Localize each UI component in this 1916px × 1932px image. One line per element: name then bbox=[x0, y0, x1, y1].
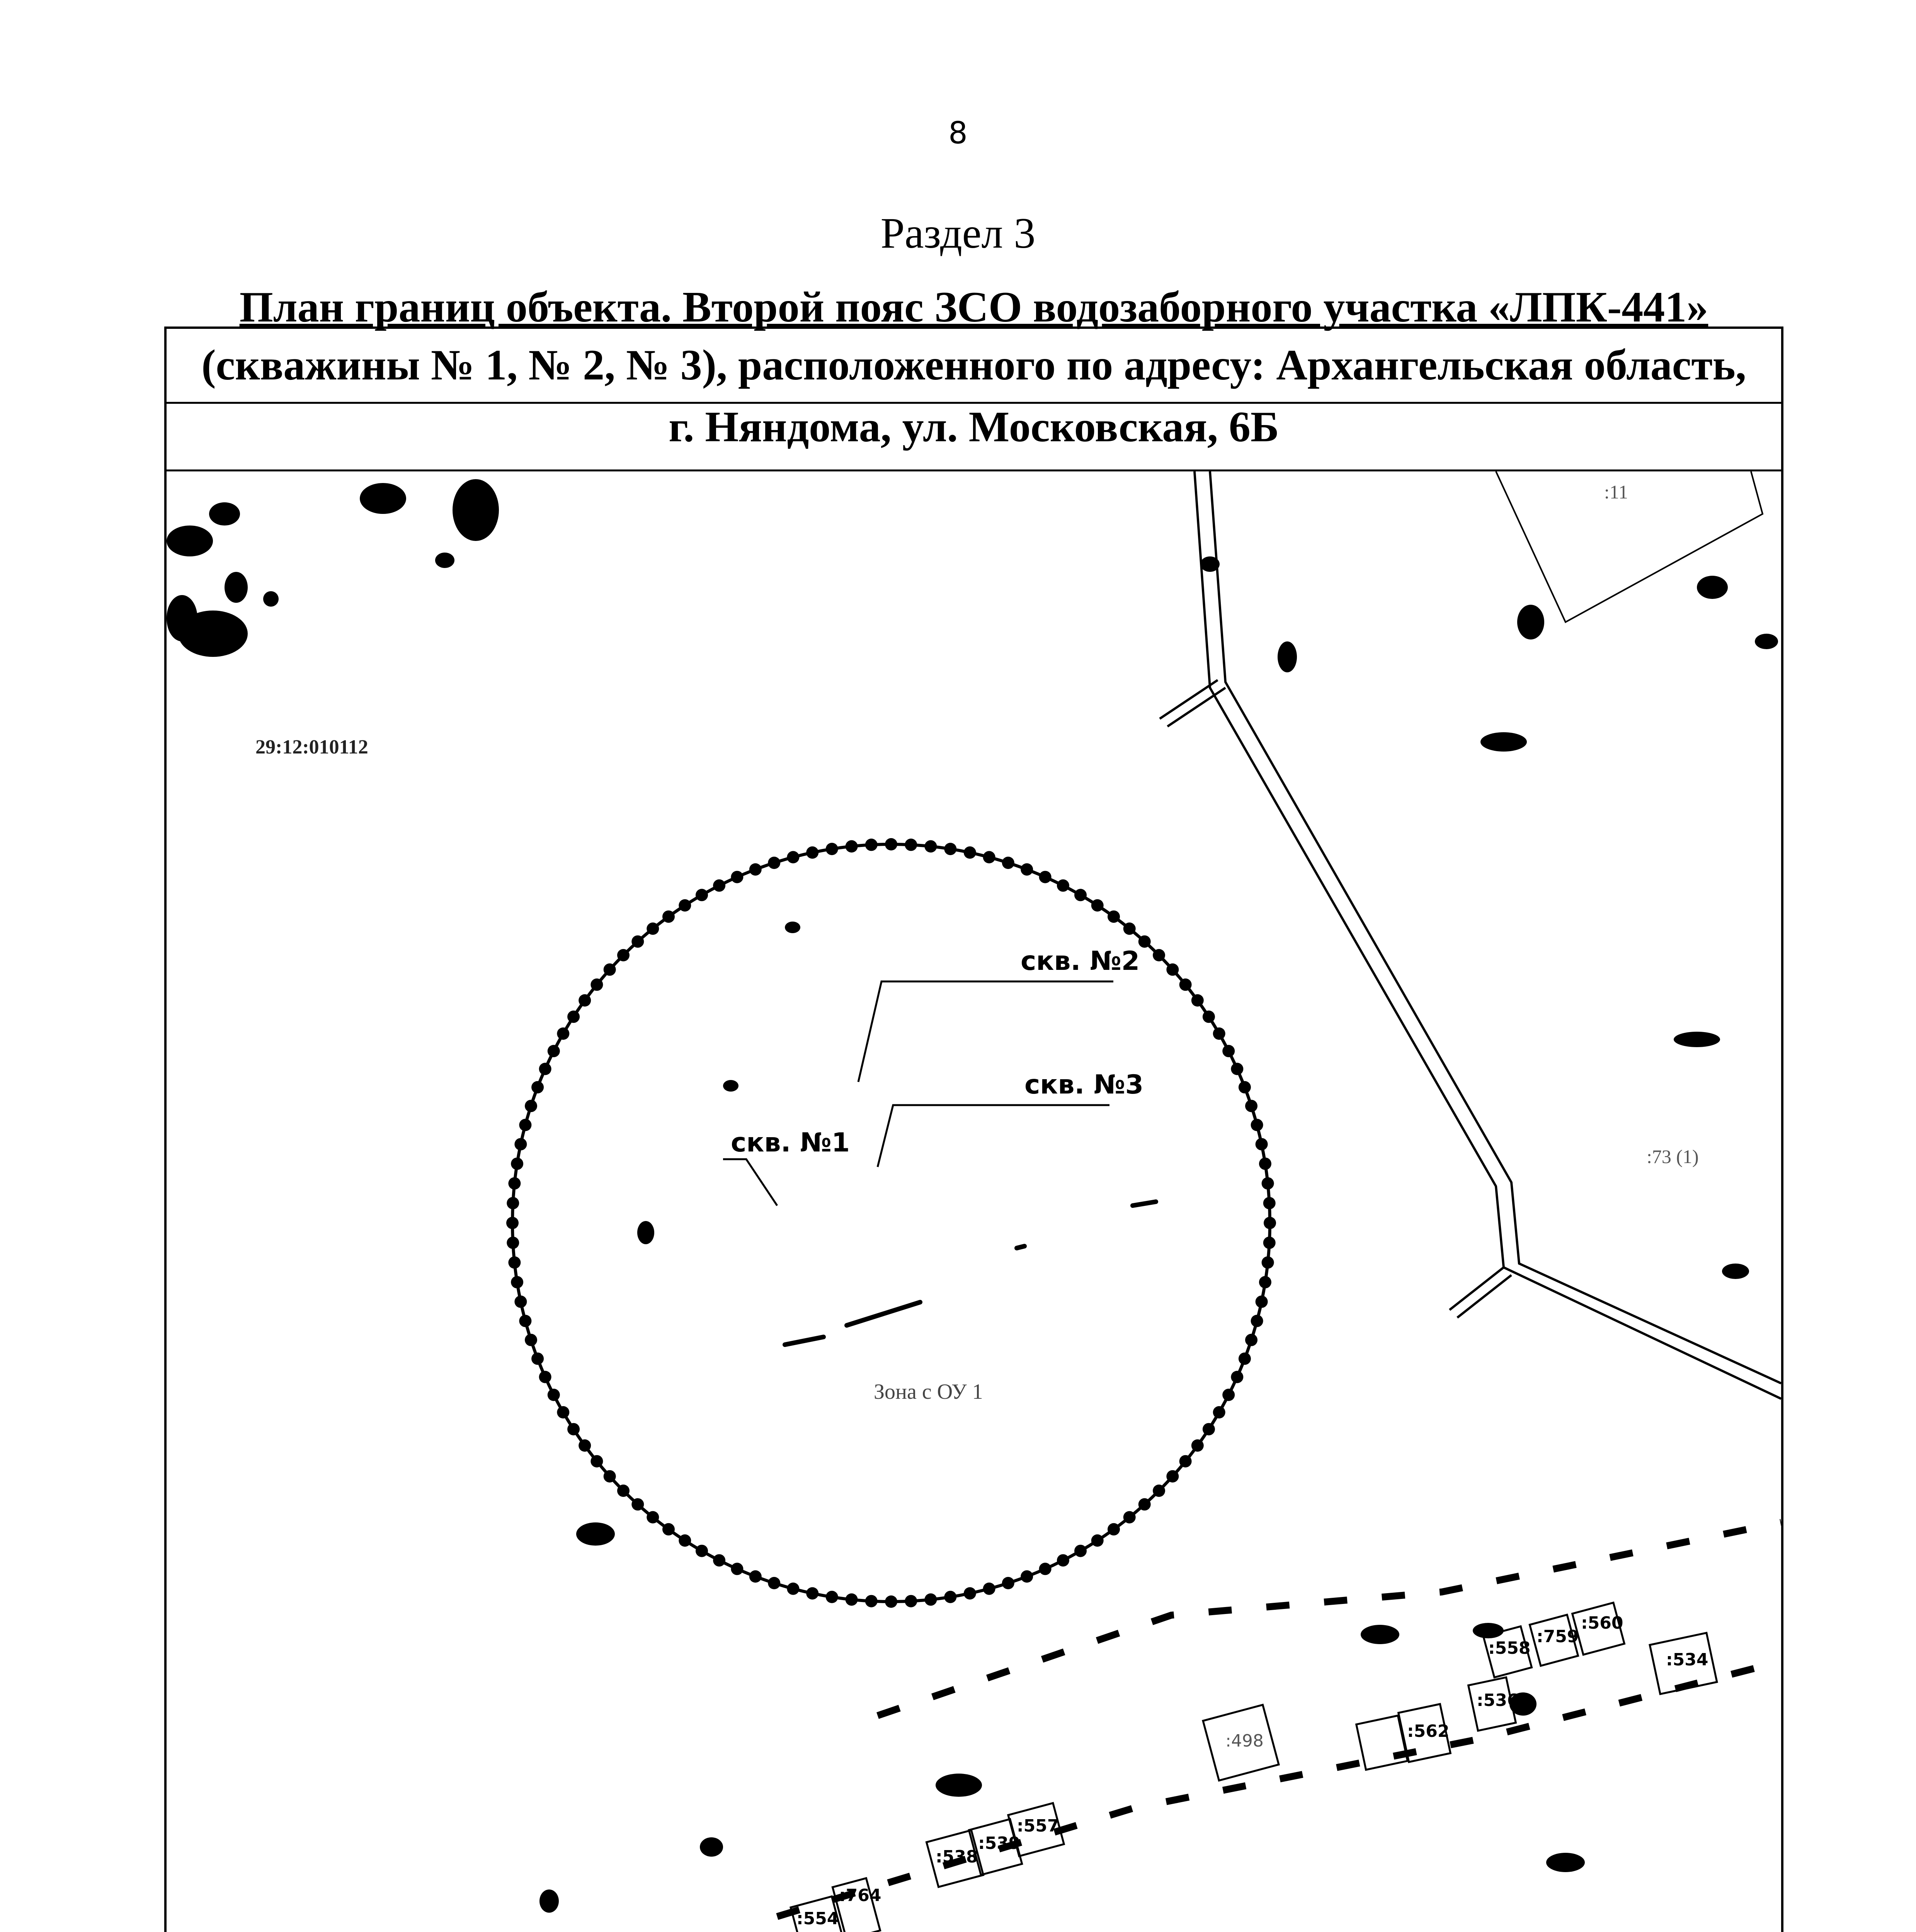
boundary-point bbox=[1074, 889, 1087, 901]
boundary-point bbox=[768, 857, 780, 869]
boundary-point bbox=[679, 1534, 691, 1547]
parcel-label-73: :73 (1) bbox=[1647, 1146, 1699, 1167]
section-heading: Раздел 3 bbox=[880, 209, 1036, 257]
parcel-label-764: :764 bbox=[839, 1886, 881, 1905]
boundary-point bbox=[1002, 1577, 1014, 1589]
boundary-point bbox=[905, 1595, 917, 1607]
boundary-point bbox=[1251, 1119, 1263, 1131]
boundary-point bbox=[1108, 1523, 1120, 1536]
boundary-point bbox=[506, 1217, 519, 1229]
boundary-point bbox=[548, 1389, 560, 1401]
boundary-point bbox=[983, 1583, 995, 1595]
boundary-point bbox=[768, 1577, 780, 1589]
boundary-point bbox=[548, 1045, 560, 1057]
parcel-label-557: :557 bbox=[1017, 1816, 1059, 1836]
boundary-point bbox=[1123, 922, 1136, 935]
boundary-point bbox=[1239, 1081, 1251, 1094]
cadastral-map bbox=[167, 471, 1781, 1932]
boundary-point bbox=[1191, 994, 1204, 1007]
boundary-points bbox=[506, 838, 1276, 1608]
boundary-point bbox=[617, 1485, 630, 1497]
title-line-1: План границ объекта. Второй пояс ЗСО водозаборного участка «ЛПК-441» bbox=[239, 283, 1708, 331]
boundary-point bbox=[1166, 1470, 1179, 1483]
boundary-point bbox=[713, 1554, 725, 1566]
boundary-point bbox=[631, 935, 644, 948]
boundary-point bbox=[1039, 871, 1052, 883]
boundary-point bbox=[749, 1570, 762, 1583]
boundary-point bbox=[964, 1587, 976, 1600]
boundary-point bbox=[1256, 1296, 1268, 1308]
boundary-point bbox=[944, 843, 956, 855]
boundary-point bbox=[617, 949, 630, 961]
boundary-point bbox=[1039, 1563, 1052, 1575]
zone-label: Зона с ОУ 1 bbox=[874, 1380, 983, 1404]
boundary-point bbox=[1138, 1498, 1151, 1510]
boundary-point bbox=[944, 1591, 956, 1603]
boundary-point bbox=[631, 1498, 644, 1510]
boundary-point bbox=[696, 1545, 708, 1557]
boundary-point bbox=[511, 1276, 523, 1288]
boundary-point bbox=[1021, 1570, 1033, 1583]
boundary-point bbox=[1256, 1138, 1268, 1150]
boundary-point bbox=[787, 1583, 799, 1595]
boundary-point bbox=[924, 840, 937, 852]
boundary-point bbox=[1203, 1423, 1215, 1435]
well-2-label: скв. №2 bbox=[1021, 946, 1140, 976]
boundary-point bbox=[1166, 963, 1179, 976]
boundary-point bbox=[557, 1027, 569, 1040]
boundary-point bbox=[1222, 1389, 1235, 1401]
boundary-point bbox=[846, 840, 858, 852]
boundary-point bbox=[924, 1594, 937, 1606]
boundary-point bbox=[525, 1100, 537, 1112]
boundary-point bbox=[1231, 1371, 1243, 1383]
boundary-point bbox=[1179, 978, 1192, 991]
boundary-point bbox=[1138, 935, 1151, 948]
boundary-point bbox=[531, 1081, 544, 1094]
boundary-point bbox=[557, 1406, 569, 1418]
parcel-11 bbox=[1496, 471, 1763, 622]
boundary-point bbox=[604, 963, 616, 976]
boundary-point bbox=[1153, 949, 1165, 961]
parcel-label-11: :11 bbox=[1604, 481, 1628, 503]
parcel-label-534: :534 bbox=[1666, 1650, 1708, 1670]
boundary-point bbox=[539, 1371, 551, 1383]
parcel-label-536: :536 bbox=[1477, 1690, 1519, 1710]
road bbox=[1160, 471, 1781, 1399]
boundary-point bbox=[1239, 1352, 1251, 1365]
boundary-point bbox=[519, 1119, 531, 1131]
boundary-point bbox=[519, 1315, 531, 1327]
boundary-point bbox=[579, 1439, 591, 1452]
boundary-point bbox=[865, 838, 878, 851]
boundary-point bbox=[567, 1423, 580, 1435]
parcel-label-759: :759 bbox=[1537, 1627, 1579, 1646]
boundary-point bbox=[1251, 1315, 1263, 1327]
boundary-point bbox=[846, 1594, 858, 1606]
parcel-label-538: :538 bbox=[936, 1847, 978, 1867]
boundary-point bbox=[983, 851, 995, 863]
boundary-point bbox=[885, 838, 897, 850]
boundary-point bbox=[1002, 857, 1014, 869]
boundary-point bbox=[508, 1177, 521, 1190]
boundary-point bbox=[964, 846, 976, 859]
boundary-point bbox=[1262, 1256, 1274, 1269]
boundary-point bbox=[1179, 1455, 1192, 1468]
boundary-point bbox=[1153, 1485, 1165, 1497]
boundary-point bbox=[662, 1523, 675, 1536]
boundary-point bbox=[1123, 1511, 1136, 1524]
boundary-point bbox=[514, 1138, 527, 1150]
boundary-point bbox=[1222, 1045, 1235, 1057]
well-3-label: скв. №3 bbox=[1024, 1070, 1144, 1100]
page-number: 8 bbox=[948, 116, 968, 151]
boundary-point bbox=[1245, 1334, 1257, 1346]
boundary-point bbox=[826, 1591, 838, 1603]
boundary-point bbox=[507, 1197, 519, 1209]
boundary-point bbox=[731, 871, 743, 883]
boundary-point bbox=[531, 1352, 544, 1365]
boundary-point bbox=[1259, 1276, 1271, 1288]
boundary-point bbox=[806, 1587, 818, 1600]
boundary-point bbox=[1108, 910, 1120, 923]
parcel-label-498: :498 bbox=[1225, 1731, 1264, 1751]
boundary-point bbox=[1263, 1197, 1276, 1209]
boundary-point bbox=[1259, 1158, 1271, 1170]
vegetation-cluster bbox=[167, 479, 1778, 1913]
boundary-point bbox=[731, 1563, 743, 1575]
boundary-point bbox=[1213, 1406, 1225, 1418]
boundary-point bbox=[905, 838, 917, 851]
boundary-point bbox=[787, 851, 799, 863]
boundary-point bbox=[1203, 1010, 1215, 1023]
boundary-point bbox=[508, 1256, 521, 1269]
boundary-point bbox=[806, 846, 818, 859]
boundary-point bbox=[525, 1334, 537, 1346]
title-line-3: г. Няндома, ул. Московская, 6Б bbox=[669, 403, 1279, 451]
boundary-point bbox=[647, 1511, 659, 1524]
boundary-point bbox=[514, 1296, 527, 1308]
boundary-point bbox=[713, 879, 725, 892]
boundary-point bbox=[1262, 1177, 1274, 1190]
boundary-point bbox=[865, 1595, 878, 1607]
boundary-point bbox=[662, 910, 675, 923]
boundary-point bbox=[590, 978, 603, 991]
parcel-label-539: :539 bbox=[978, 1833, 1021, 1853]
boundary-point bbox=[567, 1010, 580, 1023]
boundary-point bbox=[1091, 899, 1104, 912]
boundary-point bbox=[826, 843, 838, 855]
boundary-point bbox=[1074, 1545, 1087, 1557]
boundary-point bbox=[1091, 1534, 1104, 1547]
boundary-point bbox=[507, 1236, 519, 1249]
parcel-label-558: :558 bbox=[1488, 1638, 1531, 1658]
parcel-label-562: :562 bbox=[1407, 1721, 1450, 1741]
boundary-point bbox=[1213, 1027, 1225, 1040]
boundary-point bbox=[696, 889, 708, 901]
terrain-marks bbox=[785, 1202, 1156, 1345]
boundary-point bbox=[539, 1063, 551, 1075]
boundary-point bbox=[1021, 863, 1033, 876]
boundary-point bbox=[590, 1455, 603, 1468]
dashed-fence bbox=[777, 1522, 1781, 1917]
boundary-point bbox=[1263, 1236, 1276, 1249]
boundary-point bbox=[579, 994, 591, 1007]
parcel-label-554: :554 bbox=[796, 1909, 839, 1929]
buildings bbox=[791, 1603, 1717, 1932]
boundary-point bbox=[604, 1470, 616, 1483]
boundary-point bbox=[647, 922, 659, 935]
boundary-point bbox=[1057, 879, 1069, 892]
title-line-2: (скважины № 1, № 2, № 3), расположенного по адресу: Архангельская область, bbox=[201, 341, 1746, 389]
boundary-point bbox=[1264, 1217, 1276, 1229]
boundary-point bbox=[1191, 1439, 1204, 1452]
quarter-label: 29:12:010112 bbox=[255, 736, 368, 758]
boundary-point bbox=[679, 899, 691, 912]
boundary-point bbox=[749, 863, 762, 876]
parcel-label-560: :560 bbox=[1581, 1613, 1623, 1633]
boundary-point bbox=[1057, 1554, 1069, 1566]
boundary-point bbox=[1231, 1063, 1243, 1075]
boundary-point bbox=[1245, 1100, 1257, 1112]
well-1-label: скв. №1 bbox=[731, 1128, 850, 1158]
boundary-point bbox=[885, 1595, 897, 1608]
boundary-point bbox=[511, 1158, 523, 1170]
